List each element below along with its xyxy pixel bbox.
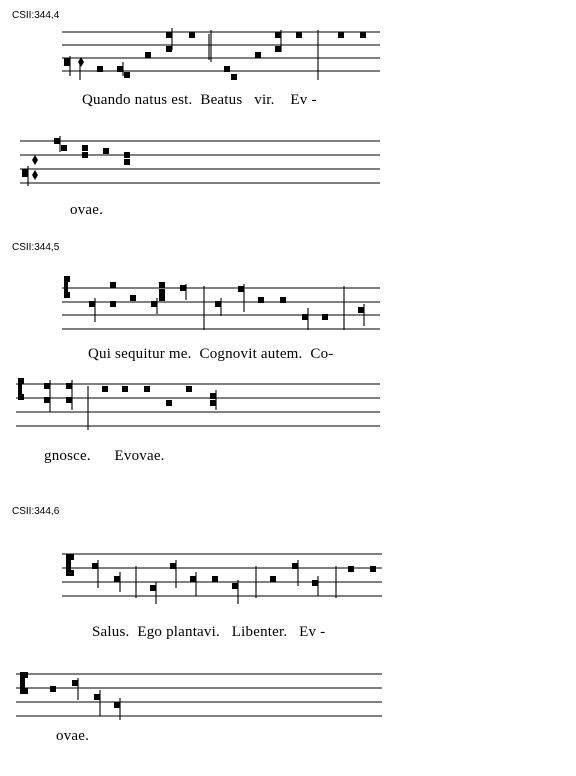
neumes bbox=[89, 282, 364, 330]
clef bbox=[66, 554, 74, 576]
lyrics-line: Salus. Ego plantavi. Libenter. Ev - bbox=[92, 624, 326, 640]
lyrics-line: Qui sequitur me. Cognovit autem. Co- bbox=[88, 346, 334, 362]
staff-3a bbox=[0, 550, 576, 610]
lyrics-line: ovae. bbox=[70, 202, 104, 218]
clef bbox=[64, 276, 70, 298]
chant-reference: CSII:344,5 bbox=[12, 242, 60, 253]
staff-2b bbox=[0, 374, 576, 434]
neumes bbox=[78, 28, 366, 80]
staff-1a bbox=[0, 22, 576, 92]
neumes bbox=[32, 136, 130, 180]
staff-1b bbox=[0, 134, 576, 194]
clef bbox=[64, 56, 70, 76]
lyrics-line: Quando natus est. Beatus vir. Ev - bbox=[82, 92, 317, 108]
staff-3b bbox=[0, 664, 576, 724]
clef bbox=[18, 378, 24, 400]
chant-reference: CSII:344,4 bbox=[12, 10, 60, 21]
lyrics-line: gnosce. Evovae. bbox=[44, 448, 165, 464]
clef bbox=[20, 672, 28, 694]
lyrics-line: ovae. bbox=[56, 728, 90, 744]
neumes bbox=[50, 678, 120, 720]
chant-reference: CSII:344,6 bbox=[12, 506, 60, 517]
staff-2a bbox=[0, 276, 576, 336]
neumes bbox=[44, 380, 216, 430]
